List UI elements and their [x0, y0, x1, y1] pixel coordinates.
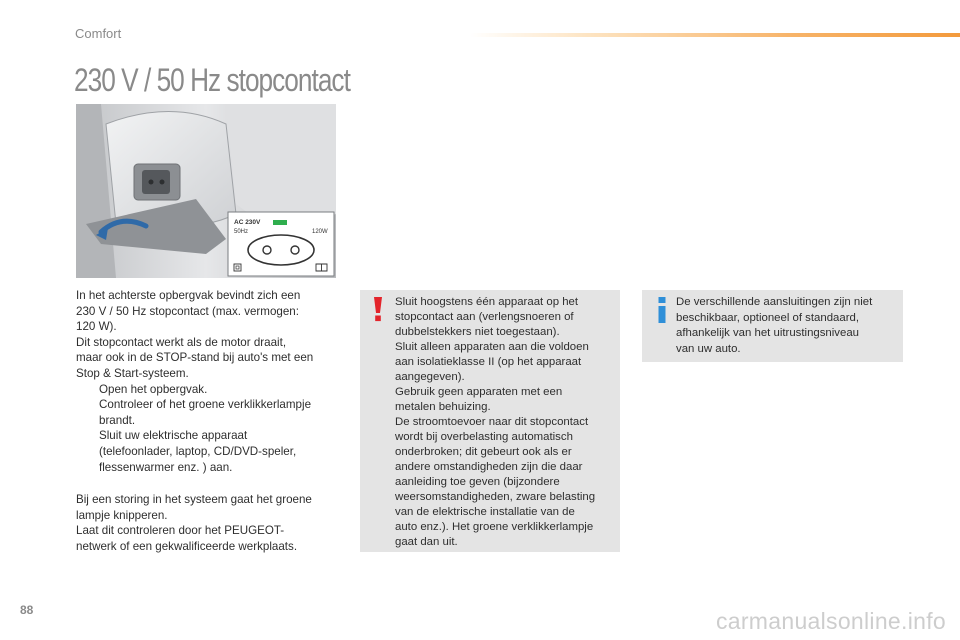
- malfunction-line: Laat dit controleren door het PEUGEOT-: [76, 524, 285, 538]
- intro-line: Dit stopcontact werkt als de motor draait,: [76, 335, 287, 349]
- socket-illustration: [76, 104, 336, 278]
- intro-line: 120 W).: [76, 320, 117, 334]
- list-item: Open het opbergvak.: [99, 382, 208, 396]
- malfunction-line: netwerk of een gekwalificeerde werkplaats.: [76, 539, 298, 553]
- intro-line: In het achterste opbergvak bevindt zich een: [76, 289, 301, 302]
- watermark: carmanualsonline.info: [715, 608, 946, 634]
- power-socket-icon: [248, 235, 314, 265]
- info-text: De verschillende aansluitingen zijn niet beschikbaar, optioneel of standaard, afhankelijk van het uitrustingsniveau van uw auto.: [676, 296, 873, 355]
- socket-closeup-inset: [228, 212, 334, 276]
- intro-line: 230 V / 50 Hz stopcontact (max. vermogen:: [76, 304, 299, 318]
- header-accent-bar: [470, 33, 960, 37]
- intro-text: [76, 288, 346, 475]
- info-icon: [652, 296, 672, 324]
- intro-line: Stop & Start-systeem.: [76, 366, 189, 380]
- green-indicator-lamp: [273, 220, 287, 225]
- socket-label-frequency: 50Hz: [234, 229, 249, 235]
- list-item: Controleer of het groene verklikkerlampje brandt.: [99, 398, 312, 427]
- info-box: [642, 290, 903, 362]
- warning-text: Sluit hoogstens één apparaat op het stopcontact aan (verlengsnoeren of dubbelstekkers niet toegestaan). Sluit alleen apparaten aan die voldoen aan isolatieklasse II (op het apparaat aangegeven). Gebruik geen apparaten met een metalen behuizing. De stroomtoevoer naar dit stopcontact wordt bij overbelasting automatisch onderbroken; dit gebeurt ook als er andere omstandigheden zijn die daar aanleiding toe geven (bijzondere weersomstandigheden, zware belasting van de elektrische installatie van de auto enz.). Het groene verklikkerlampje gaat dan uit.: [395, 296, 596, 548]
- page-number: 88: [20, 603, 34, 617]
- list-item: Sluit uw elektrische apparaat (telefoonlader, laptop, CD/DVD-speler, flessenwarmer enz. ) aan.: [99, 429, 297, 474]
- warning-box: [360, 290, 620, 552]
- malfunction-text: [76, 492, 346, 554]
- malfunction-line: lampje knipperen.: [76, 508, 168, 522]
- intro-line: maar ook in de STOP-stand bij auto's met een: [76, 351, 314, 365]
- exclamation-icon: [368, 296, 388, 322]
- malfunction-line: Bij een storing in het systeem gaat het groene: [76, 493, 312, 506]
- page-title: 230 V / 50 Hz stopcontact: [74, 62, 350, 98]
- socket-label-power: 120W: [312, 229, 328, 235]
- section-label: Comfort: [75, 26, 122, 41]
- socket-label-voltage: AC 230V: [234, 219, 261, 226]
